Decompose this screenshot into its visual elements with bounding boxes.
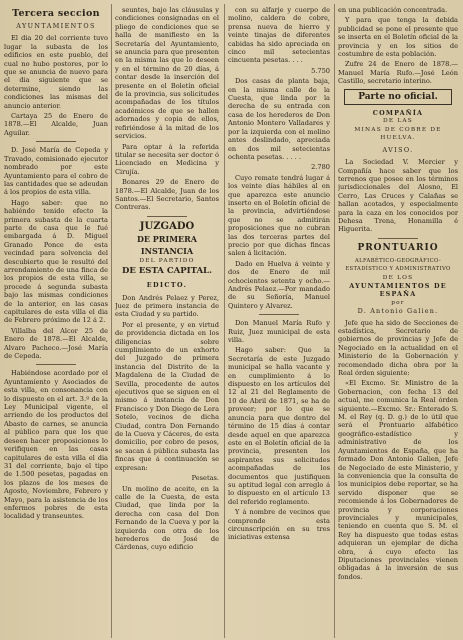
notice-paragraph: Hago saber: que no habiéndo tenido efecto la primera subasta de la cuarta parte de casa que le fué embargada á D. Miguel Granado Ponce de esta vecindad para solvencia del descubierto que le resultó del arrendamiento de una finca de los propios de esta villa, se procede á segunda subasta bajo las mismas condiciones de la anterior, en las casas capitulares de esta villa el dia de Febrero próximo de 12 á 2. [4, 198, 108, 325]
notice-paragraph: Don Manuel María Rufo y Ruiz, Juez municipal de esta villa. [228, 319, 330, 345]
notice-signature: Cartaya 25 de Enero de 1878.—El Alcalde, Juan Aguilar. [4, 112, 108, 137]
notice-signature: Villalba del Alcor 25 de Enero de 1878.—El Alcalde, Alvaro Pacheco.—José María de Cepeda. [4, 326, 108, 361]
notice-paragraph: Jefe que ha sido de Secciones de estadística, Secretario de gobiernos de provincias y Jefe de Negociado en la actualidad en el Ministerio de la Gobernación y recomendado dicha obra por la Real órden siguiente: [338, 318, 458, 378]
court-title-line4: DE ESTA CAPITAL. [122, 266, 212, 277]
notice-paragraph: seuntes, bajo las cláusulas y condiciones consignadas en el pliego de condiciones que se halla de manifiesto en la Secretaría del Ayuntamiento, se anuncia para que presenten en la misma las que lo deseen y en el término de 20 días, á contar desde la inserción del presente en el Boletín oficial de la provincia, sus solicitudes acompañadas de los títulos académicos de que se hallen adornados y copia de ellos, refiriéndose á la mitad de los servicios. [115, 6, 219, 141]
separator [36, 364, 76, 365]
notice-paragraph: Hago saber: Que la Secretaría de este Juzgado municipal se halla vacante y en cumplimiento á lo dispuesto en los artículos del 12 al 21 del Reglamento de 10 de Abril de 1871, se ha de proveer; por lo que se anuncia para que dentro del término de 15 días á contar desde aquel en que aparezca este en el Boletín oficial de la provincia, presenten los aspirantes sus solicitudes acompañadas de los documentos que justifiquen su aptitud legal con arreglo á lo dispuesto en el artículo 13 del referido reglamento. [228, 346, 330, 506]
notice-signature: Dado en Huelva á veinte y dos de Enero de mil ochocientos setenta y ocho.—Andrés Pelaez.—Por mandado de su Señoría, Manuel Quintero y Alvarez. [228, 259, 330, 310]
notice-paragraph: La Sociedad V. Mercier y Compañía hace saber que los terrenos que posee en los términos jurisdiccionales del Alosno, El Cerro, Las Cruces y Calañas se hallan acotados, y especialmente para la caza en los conocidos por Dehesa Trena, Honamilla é Higuerita. [338, 158, 458, 234]
column-1 [4, 6, 108, 636]
notice-paragraph: El dia 20 del corriente tuvo lugar la subasta de los edificios en este pueblo, del cual no hubo postores, por lo que se anuncia de nuevo para el dia siguiente que se determine, siendo las condiciones las mismas del anuncio anterior. [4, 34, 108, 110]
subsection-title: AYUNTAMIENTOS [16, 22, 96, 30]
amount-value: 2.780 [311, 163, 330, 172]
notice-paragraph: Habiéndose acordado por el Ayuntamiento y Asociados de esta villa, en consonancia con lo dispuesto en el art. 3.º de la Ley Municipal vigente, el arriendo de los productos del Abasto de carnes, se anuncia al público para que los que deseen hacer proposiciones lo verifiquen en las casas capitulares de esta villa el dia 31 del corriente, bajo el tipo de 1.500 pesetas, pagadas en los plazos de los meses de Agosto, Noviembre, Febrero y Mayo, para la asistencia de los enfermos pobres de esta localidad y transeuntes. [4, 369, 108, 521]
edict-heading: EDICTO. [146, 281, 188, 290]
court-title-line3: DEL PARTIDO [139, 257, 195, 264]
prontuario-title: PRONTUARIO [357, 242, 439, 253]
amount-column-label: Pesetas. [191, 474, 219, 483]
prontuario-author: D. Antonio Galien. [357, 307, 439, 316]
prontuario-by: por [391, 299, 405, 306]
notice-paragraph: con su alfarje y cuerpo de molino, caldera de cobre, prensa nueva de hierro y veinte tinajas de diferentes cabidas ha sido apreciada en cinco mil setecientas cincuenta pesetas. . . . [228, 6, 330, 65]
column-3 [228, 6, 330, 636]
notice-paragraph: «El Excmo. Sr. Ministro de la Gobernacion, con fecha 13 del actual, me comunica la Real órden siguiente.—Excmo. Sr.: Enterado S. M. el Rey (q. D. g.) de lo útil que será el Prontuario alfabético geográfico-estadístico y administrativo de los Ayuntamientos de España, que ha formado Don Antonio Galien, Jefe de Negociado de este Ministerio, y la conveniencia que la consulta de los municipios debe reportar, se ha servido disponer que se recomiende á los Gobernadores de provincia y corporaciones provinciales y municipales, teniendo en cuenta que S. M. el Rey ha dispuesto que todas estas adquieran un ejemplar de dicha obra, á cuyo efecto las Diputaciones provinciales vienen obligadas á la inversión de sus fondos. [338, 379, 458, 581]
company-heading-line2: DE LAS [383, 118, 413, 125]
amount-value: 5.750 [311, 66, 330, 75]
notice-paragraph: Para optar á la referida titular se necesita ser doctor ó Licenciado en Medicina y Cirujía. [115, 142, 219, 176]
separator [259, 314, 299, 315]
court-title-line2: DE PRIMERA INSTANCIA [136, 233, 198, 256]
company-heading: COMPAÑÍA [372, 109, 424, 118]
notice-paragraph: Cuyo remate tendrá lugar á los veinte días hábiles al en que aparezca este anuncio inserto en el Boletín oficial de la provincia, advirtiéndose que no se admitirán proposiciones que no cubran las dos terceras partes del precio por que dichas fincas salen á licitación. [228, 173, 330, 258]
notice-paragraph: Dos casas de planta baja, en la misma calle de la Cuesta, que linda por la derecha de su entrada con casa de los herederos de Don Antonio Montero Valladares y por la izquierda con el molino antes deslindado, apreciada en dos mil setecientas ochenta pesetas. . . . . [228, 77, 330, 161]
notice-paragraph: en una publicación concentrada. [338, 6, 448, 14]
column-rule [111, 4, 112, 638]
column-2 [115, 6, 219, 636]
notice-paragraph: D. José María de Cepeda y Travado, comisionado ejecutor nombrado por este Ayuntamiento para el cobro de las cantidades que se adeudan á los propios de esta villa. [4, 146, 108, 197]
notice-signature: Bonares 29 de Enero de 1878.—El Alcalde, Juan de los Santos.—El Secretario, Santos Contreras. [115, 178, 219, 212]
notice-signature: Zufre 24 de Enero de 1878.—Manuel María Rufo.—José León Castillo, secretario interino. [338, 60, 458, 86]
prontuario-subtitle-3: AYUNTAMIENTOS DE ESPAÑA [349, 281, 447, 299]
notice-paragraph: Y para que tenga la debida publicidad se pone el presente que se inserta en el Boletín oficial de la provincia y en los sitios de costumbre de esta población. [338, 16, 458, 59]
section-title: Tercera seccion [12, 8, 100, 19]
company-heading-line3: MINAS DE COBRE DE HUELVA. [354, 126, 442, 142]
prontuario-subtitle: ALFABÉTICO-GEOGRÁFICO-ESTADÍSTICO Y ADMINISTRATIVO [345, 257, 451, 273]
prontuario-subtitle-2: DE LOS [382, 274, 414, 281]
notice-paragraph: Un molino de aceite, en la calle de la Cuesta, de esta Ciudad, que linda por la derecha con casa del Don Fernando de la Cueva y por la izquierda con otra de los herederos de José de Cárdenas, cuyo edificio [115, 484, 219, 552]
column-rule [334, 4, 335, 638]
notice-paragraph: Y á nombre de vecinos que comprende esta circunscripción en su tres iniciativas extensa [228, 508, 330, 542]
notice-paragraph: Por el presente, y en virtud de providencia dictada en los diligencias sobre cumplimiento de un exhorto del Juzgado de primera instancia del Distrito de la Magdalena de la Ciudad de Sevilla, procedente de autos ejecutivos que se siguen en el mismo á instancia de Don Francisco y Don Diego de Lera Sotelo, vecinos de dicha Ciudad, contra Don Fernando de la Cueva y Cáceres, de esta domicilio, por cobro de pesos, se sacan á pública subasta las fincas que á continuación se expresan: [115, 320, 219, 472]
column-rule [224, 4, 225, 638]
separator [147, 216, 187, 217]
separator [36, 141, 76, 142]
section-box-title: Parte no oficial. [344, 89, 452, 105]
column-4 [338, 6, 458, 636]
separator [378, 238, 418, 239]
notice-paragraph: Don Andrés Pelaez y Perez, Juez de primera instancia de esta Ciudad y su partido. [115, 293, 219, 319]
aviso-heading: AVISO. [382, 145, 414, 154]
court-title: JUZGADO [139, 220, 195, 232]
